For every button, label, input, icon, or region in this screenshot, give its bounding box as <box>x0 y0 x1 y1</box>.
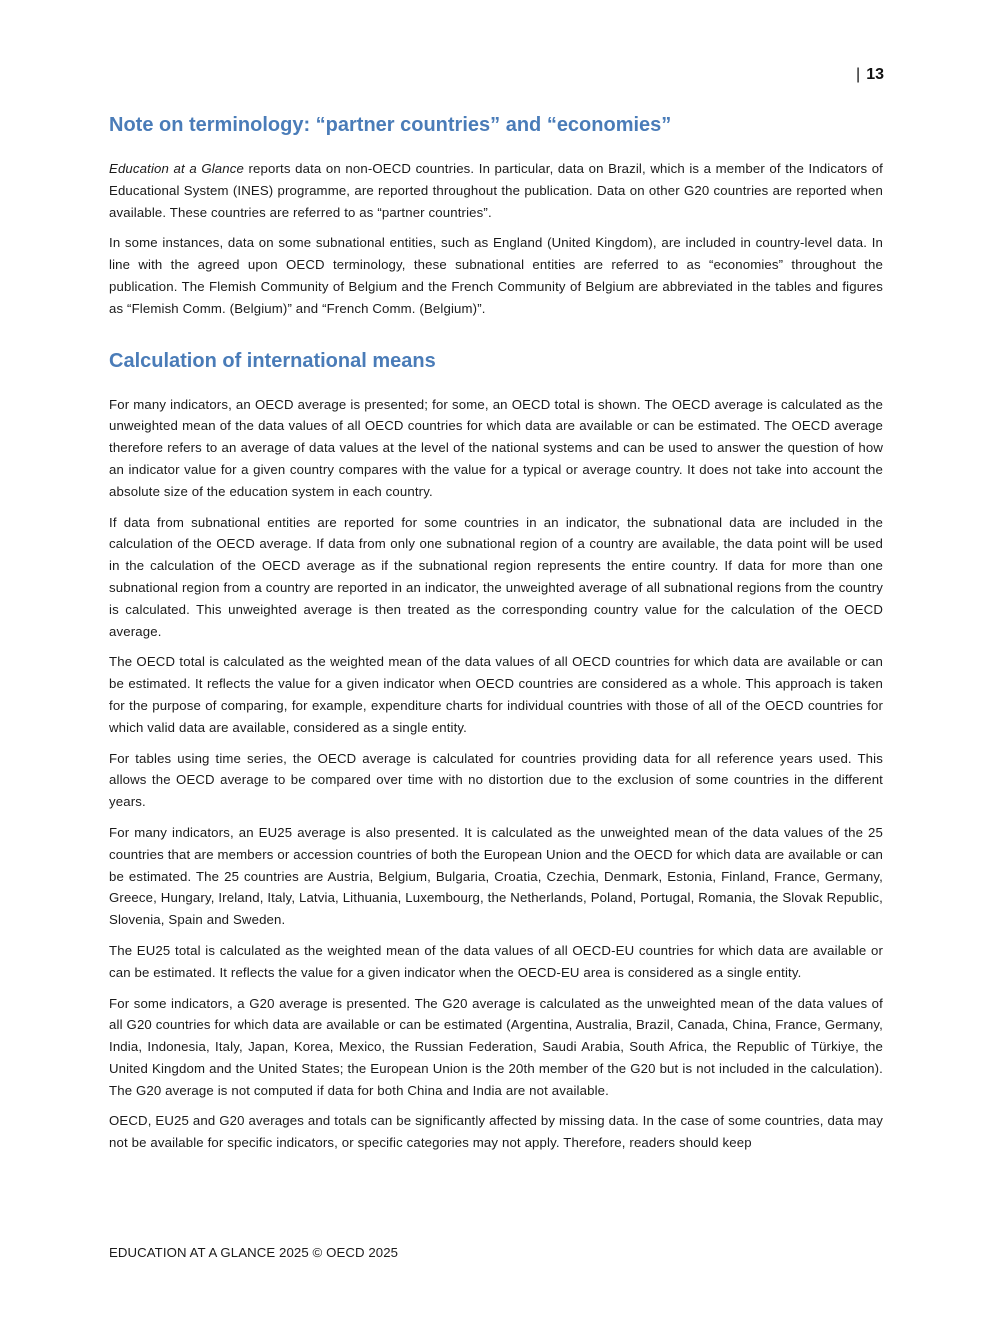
page-content <box>109 112 883 1163</box>
page-footer: EDUCATION AT A GLANCE 2025 © OECD 2025 <box>109 1245 399 1260</box>
publication-title-italic: Education at a Glance <box>109 161 244 176</box>
section-heading-terminology: Note on terminology: “partner countries” and “economies” <box>109 114 672 136</box>
means-paragraph-8: OECD, EU25 and G20 averages and totals can be significantly affected by missing data. In the case of some countries, data may not be available for specific indicators, or specific categories may not apply. Therefore, readers should keep <box>109 1113 883 1151</box>
section-heading-international-means: Calculation of international means <box>109 349 436 372</box>
means-paragraph-1: For many indicators, an OECD average is presented; for some, an OECD total is shown. The OECD average is calculated as the unweighted mean of the data values of all OECD countries for which data are available or can be estimated. The OECD average therefore refers to an average of data values at the level of the national systems and can be used to answer the question of how an indicator value for a given country compares with the value for a typical or average country. It does not take into account the absolute size of the education system in each country. <box>109 396 883 499</box>
means-paragraph-6: The EU25 total is calculated as the weighted mean of the data values of all OECD-EU countries for which data are available or can be estimated. It reflects the value for a given indicator when the OECD-EU area is considered as a single entity. <box>109 942 883 980</box>
page-number <box>856 66 884 84</box>
terminology-paragraph-1 <box>109 158 883 223</box>
means-paragraph-2: If data from subnational entities are reported for some countries in an indicator, the subnational data are included in the calculation of the OECD average. If data from only one subnational region of a country are available, the data point will be used in the calculation of the OECD average as if the subnational region represents the entire country. If data for more than one subnational region from a country are reported in an indicator, the unweighted average of all subnational regions from the country is calculated. This unweighted average is then treated as the corresponding country value for the calculation of the OECD average. <box>109 514 883 639</box>
terminology-paragraph-1-text: reports data on non-OECD countries. In particular, data on Brazil, which is a member of the Indicators of Educational System (INES) programme, are reported throughout the publication. Data on other G20 countries are reported when available. These countries are referred to as “partner countries”. <box>109 161 883 220</box>
terminology-paragraph-2: In some instances, data on some subnational entities, such as England (United Kingdom), are included in country-level data. In line with the agreed upon OECD terminology, these subnational entities are referred to as “economies” throughout the publication. The Flemish Community of Belgium and the French Community of Belgium are abbreviated in the tables and figures as “Flemish Comm. (Belgium)” and “French Comm. (Belgium)”. <box>109 235 883 316</box>
means-paragraph-3: The OECD total is calculated as the weighted mean of the data values of all OECD countries for which data are available or can be estimated. It reflects the value for a given indicator when OECD countries are considered as a whole. This approach is taken for the purpose of comparing, for example, expenditure charts for individual countries with those of all of the OECD countries for which valid data are available, considered as a single entity. <box>109 654 883 735</box>
means-paragraph-5: For many indicators, an EU25 average is also presented. It is calculated as the unweighted mean of the data values of the 25 countries that are members or accession countries of both the European Union and the OECD for which data are available or can be estimated. The 25 countries are Austria, Belgium, Bulgaria, Croatia, Czechia, Denmark, Estonia, Finland, France, Germany, Greece, Hungary, Ireland, Italy, Latvia, Lithuania, Luxembourg, the Netherlands, Poland, Portugal, Romania, the Slovak Republic, Slovenia, Spain and Sweden. <box>109 824 883 928</box>
page-number-separator: | <box>856 66 861 83</box>
page-number-value: 13 <box>866 66 884 83</box>
means-paragraph-4: For tables using time series, the OECD average is calculated for countries providing data for all reference years used. This allows the OECD average to be compared over time with no distortion due to the exclusion of some countries in the different years. <box>109 750 883 810</box>
means-paragraph-7: For some indicators, a G20 average is presented. The G20 average is calculated as the unweighted mean of the data values of all G20 countries for which data are available or can be estimated (Argentina, Australia, Brazil, Canada, China, France, Germany, India, Indonesia, Italy, Japan, Korea, Mexico, the Russian Federation, Saudi Arabia, South Africa, the Republic of Türkiye, the United Kingdom and the United States; the European Union is the 20th member of the G20 but is not included in the calculation). The G20 average is not computed if data for both China and India are not available. <box>109 995 883 1098</box>
